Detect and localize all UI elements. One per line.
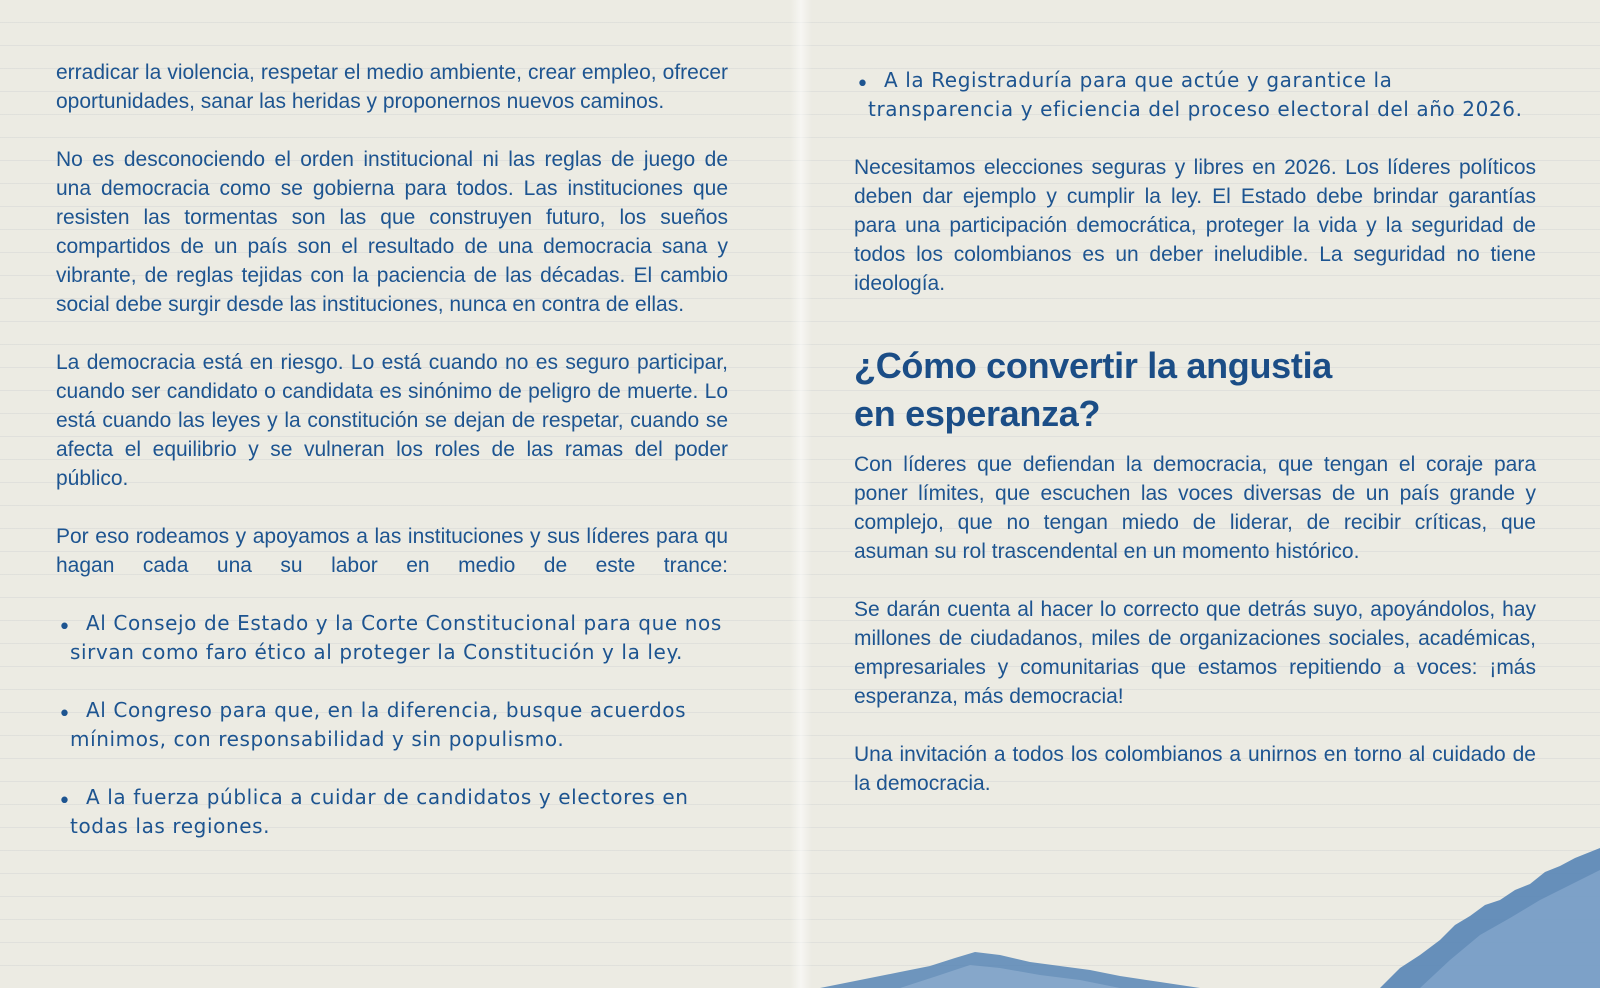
page-fold	[790, 0, 812, 988]
heading-line-2: en esperanza?	[854, 393, 1101, 434]
paragraph-safe-elections: Necesitamos elecciones seguras y libres en 2026. Los líderes políticos deben dar ejemplo y cumplir la ley. El Estado debe brindar garantías para una participación democrática, proteger la vida y la seguridad de todos los colombianos es un deber ineludible. La seguridad no tiene ideología.	[854, 156, 1536, 295]
paragraph-leaders: Con líderes que defiendan la democracia, que tengan el coraje para poner límites, que escuchen las voces diversas de un país grande y complejo, que no tengan miedo de liderar, de recibir críticas, que asuman su rol trascendental en un momento histórico.	[854, 453, 1536, 563]
paragraph-gap	[56, 319, 728, 348]
paragraph-democracy-at-risk: La democracia está en riesgo. Lo está cuando no es seguro participar, cuando ser candidato o candidata es sinónimo de peligro de muerte. Lo está cuando las leyes y la constitución se dejan de respetar, cuando se afecta el equilibrio y se vulneran los roles de las ramas del poder público.	[56, 351, 728, 490]
paragraph-gap	[854, 298, 1536, 342]
mountain-range-bottom-light	[900, 965, 1120, 988]
list-item-text: A la fuerza pública a cuidar de candidatos y electores en todas las regiones.	[70, 785, 689, 838]
bullet-icon: •	[58, 702, 71, 727]
heading-line-1: ¿Cómo convertir la angustia	[854, 345, 1332, 386]
paragraph-gap	[854, 711, 1536, 740]
mountain-range-bottom	[820, 952, 1200, 988]
paragraph-gap	[854, 124, 1536, 153]
institutions-bullet-list	[56, 609, 728, 841]
mountain-range-right	[1380, 848, 1600, 988]
right-column	[854, 66, 1536, 798]
bullet-icon: •	[856, 72, 869, 97]
list-item	[56, 783, 728, 841]
paragraph-invitation: Una invitación a todos los colombianos a unirnos en torno al cuidado de la democracia.	[854, 743, 1536, 795]
bullet-icon: •	[58, 789, 71, 814]
paragraph-citizens-support: Se darán cuenta al hacer lo correcto que detrás suyo, apoyándolos, hay millones de ciudadanos, miles de organizaciones sociales, académicas, empresariales y comunitarias que estamos repitiendo a voces: ¡más esperanza, más democracia!	[854, 598, 1536, 708]
list-item	[56, 696, 728, 754]
list-item-text: Al Congreso para que, en la diferencia, busque acuerdos mínimos, con responsabilidad y sin populismo.	[70, 698, 687, 751]
mountain-range-right-light	[1420, 870, 1600, 988]
registraduria-bullet-list	[854, 66, 1536, 124]
paragraph-gap	[56, 580, 728, 609]
left-column	[56, 58, 728, 841]
paragraph-intro-continuation: erradicar la violencia, respetar el medio ambiente, crear empleo, ofrecer oportunidades, sanar las heridas y proponernos nuevos caminos.	[56, 61, 728, 113]
paragraph-gap	[56, 493, 728, 522]
paragraph-gap	[854, 566, 1536, 595]
paragraph-gap	[56, 116, 728, 145]
bullet-icon: •	[58, 615, 71, 640]
list-item-text: Al Consejo de Estado y la Corte Constitucional para que nos sirvan como faro ético al proteger la Constitución y la ley.	[70, 611, 722, 664]
list-item-text: A la Registraduría para que actúe y garantice la transparencia y eficiencia del proceso electoral del año 2026.	[868, 68, 1523, 121]
heading-gap	[854, 438, 1536, 450]
section-heading	[854, 342, 1536, 438]
paragraph-institutional-order: No es desconociendo el orden institucional ni las reglas de juego de una democracia como se gobierna para todos. Las instituciones que resisten las tormentas son las que construyen futuro, los sueños compartidos de un país son el resultado de una democracia sana y vibrante, de reglas tejidas con la paciencia de las décadas. El cambio social debe surgir desde las instituciones, nunca en contra de ellas.	[56, 148, 728, 316]
list-item	[854, 66, 1536, 124]
list-item	[56, 609, 728, 667]
paragraph-support-institutions: Por eso rodeamos y apoyamos a las instituciones y sus líderes para qu hagan cada una su labor en medio de este trance:	[56, 525, 728, 577]
